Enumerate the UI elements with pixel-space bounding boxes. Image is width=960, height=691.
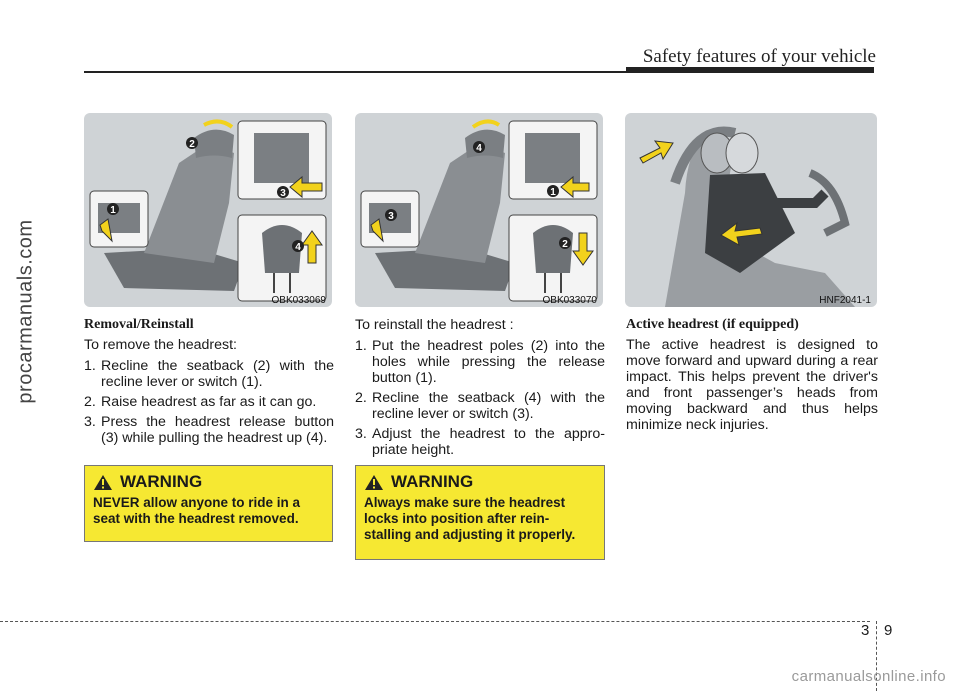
removal-intro: To remove the headrest: [84,337,237,353]
callout-2: 2 [562,239,568,250]
list-item: 3. Adjust the headrest to the appro-priate height. [355,426,605,458]
reinstall-steps [355,338,605,458]
callout-1: 1 [110,205,116,216]
image-code: OBK033069 [271,295,326,306]
removal-heading: Removal/Reinstall [84,317,194,332]
warning-box [84,465,333,542]
list-item: 3. Press the headrest release button (3) while pulling the headrest up (4). [84,414,334,446]
warning-body: Always make sure the headrest locks into position after rein-stalling and adjusting it properly. [364,495,576,542]
seat-removal-drawing [84,113,332,307]
illustration-active-headrest [625,113,877,307]
warning-title: WARNING [391,472,474,491]
callout-3: 3 [388,211,394,222]
active-headrest-section [626,317,878,438]
chapter-number: 3 [861,622,870,639]
reinstall-section [355,317,605,462]
warning-triangle-icon [364,474,384,491]
active-headrest-body: The active headrest is designed to move forward and upward during a rear impact. This helps prevent the driver's and front passenger’s heads from moving backward and thus helps minimize neck injuries. [626,337,878,433]
list-item: 2. Recline the seatback (4) with the recline lever or switch (3). [355,390,605,422]
image-code: HNF2041-1 [819,295,871,306]
active-headrest-drawing [625,113,877,307]
side-watermark: procarmanuals.com [14,219,37,404]
list-item: 1. Recline the seatback (2) with the recline lever or switch (1). [84,358,334,390]
removal-steps [84,358,334,446]
warning-title: WARNING [120,472,203,491]
illustration-headrest-removal [84,113,332,307]
warning-body: NEVER allow anyone to ride in a seat with the headrest removed. [93,495,301,526]
reinstall-intro: To reinstall the headrest : [355,317,514,333]
seat-reinstall-drawing [355,113,603,307]
callout-4: 4 [295,242,301,253]
footer-rule [0,621,870,622]
active-headrest-heading: Active headrest (if equipped) [626,317,799,332]
illustration-headrest-reinstall [355,113,603,307]
section-title: Safety features of your vehicle [642,46,876,67]
callout-2: 2 [189,139,195,150]
page-number: 9 [884,622,893,639]
list-item: 2. Raise headrest as far as it can go. [84,394,317,410]
list-item: 1. Put the headrest poles (2) into the holes while pressing the release button (1). [355,338,605,386]
warning-triangle-icon [93,474,113,491]
header-rule-accent [626,67,874,73]
callout-3: 3 [280,188,286,199]
callout-1: 1 [550,187,556,198]
warning-box [355,465,605,560]
callout-4: 4 [476,143,482,154]
removal-section [84,317,334,450]
image-code: OBK033070 [542,295,597,306]
bottom-watermark: carmanualsonline.info [791,668,946,685]
